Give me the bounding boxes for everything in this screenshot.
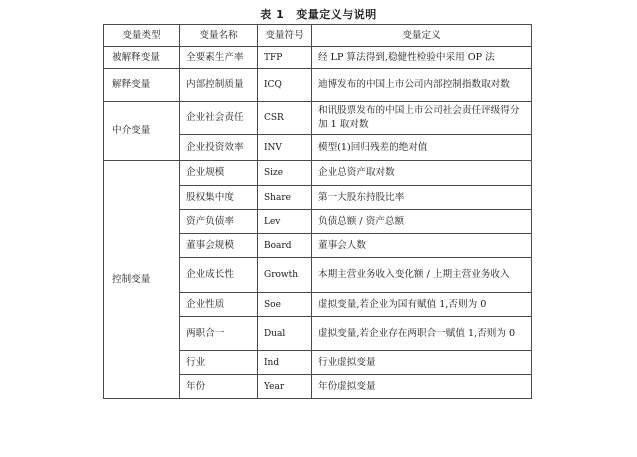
variable-definition-table <box>103 24 532 399</box>
group-explanatory: 解释变量 <box>104 69 180 102</box>
variable-definition: 行业虚拟变量 <box>312 351 532 375</box>
variable-name: 内部控制质量 <box>180 69 258 102</box>
variable-symbol: Soe <box>258 293 312 317</box>
variable-definition: 年份虚拟变量 <box>312 375 532 399</box>
variable-name: 企业社会责任 <box>180 102 258 135</box>
variable-name: 董事会规模 <box>180 234 258 258</box>
header-variable-type: 变量类型 <box>104 25 180 47</box>
variable-definition: 模型(1)回归残差的绝对值 <box>312 135 532 161</box>
variable-symbol: TFP <box>258 47 312 69</box>
variable-definition: 迪博发布的中国上市公司内部控制指数取对数 <box>312 69 532 102</box>
variable-symbol: INV <box>258 135 312 161</box>
group-mediator: 中介变量 <box>104 102 180 161</box>
header-variable-definition: 变量定义 <box>312 25 532 47</box>
variable-name: 股权集中度 <box>180 186 258 210</box>
variable-name: 年份 <box>180 375 258 399</box>
variable-name: 全要素生产率 <box>180 47 258 69</box>
variable-definition: 和讯股票发布的中国上市公司社会责任评级得分加 1 取对数 <box>312 102 532 135</box>
variable-name: 企业投资效率 <box>180 135 258 161</box>
table-caption <box>0 6 637 22</box>
variable-name: 企业性质 <box>180 293 258 317</box>
table-title: 变量定义与说明 <box>296 8 377 21</box>
table-number: 表 1 <box>260 8 285 21</box>
group-explained: 被解释变量 <box>104 47 180 69</box>
variable-name: 企业规模 <box>180 161 258 186</box>
variable-symbol: CSR <box>258 102 312 135</box>
variable-definition: 第一大股东持股比率 <box>312 186 532 210</box>
header-row <box>104 25 532 47</box>
table-row <box>104 161 532 186</box>
variable-name: 资产负债率 <box>180 210 258 234</box>
variable-symbol: Lev <box>258 210 312 234</box>
variable-definition: 虚拟变量,若企业存在两职合一赋值 1,否则为 0 <box>312 317 532 351</box>
variable-symbol: Growth <box>258 258 312 293</box>
variable-definition: 企业总资产取对数 <box>312 161 532 186</box>
variable-symbol: Dual <box>258 317 312 351</box>
variable-definition: 经 LP 算法得到,稳健性检验中采用 OP 法 <box>312 47 532 69</box>
variable-definition: 本期主营业务收入变化额 / 上期主营业务收入 <box>312 258 532 293</box>
variable-definition: 董事会人数 <box>312 234 532 258</box>
variable-symbol: Ind <box>258 351 312 375</box>
variable-definition: 虚拟变量,若企业为国有赋值 1,否则为 0 <box>312 293 532 317</box>
table-row <box>104 47 532 69</box>
variable-symbol: Share <box>258 186 312 210</box>
table-row <box>104 69 532 102</box>
header-variable-name: 变量名称 <box>180 25 258 47</box>
variable-name: 两职合一 <box>180 317 258 351</box>
header-variable-symbol: 变量符号 <box>258 25 312 47</box>
variable-name: 行业 <box>180 351 258 375</box>
variable-symbol: Year <box>258 375 312 399</box>
table-row <box>104 102 532 135</box>
variable-symbol: Size <box>258 161 312 186</box>
variable-symbol: ICQ <box>258 69 312 102</box>
variable-definition: 负债总额 / 资产总额 <box>312 210 532 234</box>
variable-symbol: Board <box>258 234 312 258</box>
group-control: 控制变量 <box>104 161 180 399</box>
variable-name: 企业成长性 <box>180 258 258 293</box>
